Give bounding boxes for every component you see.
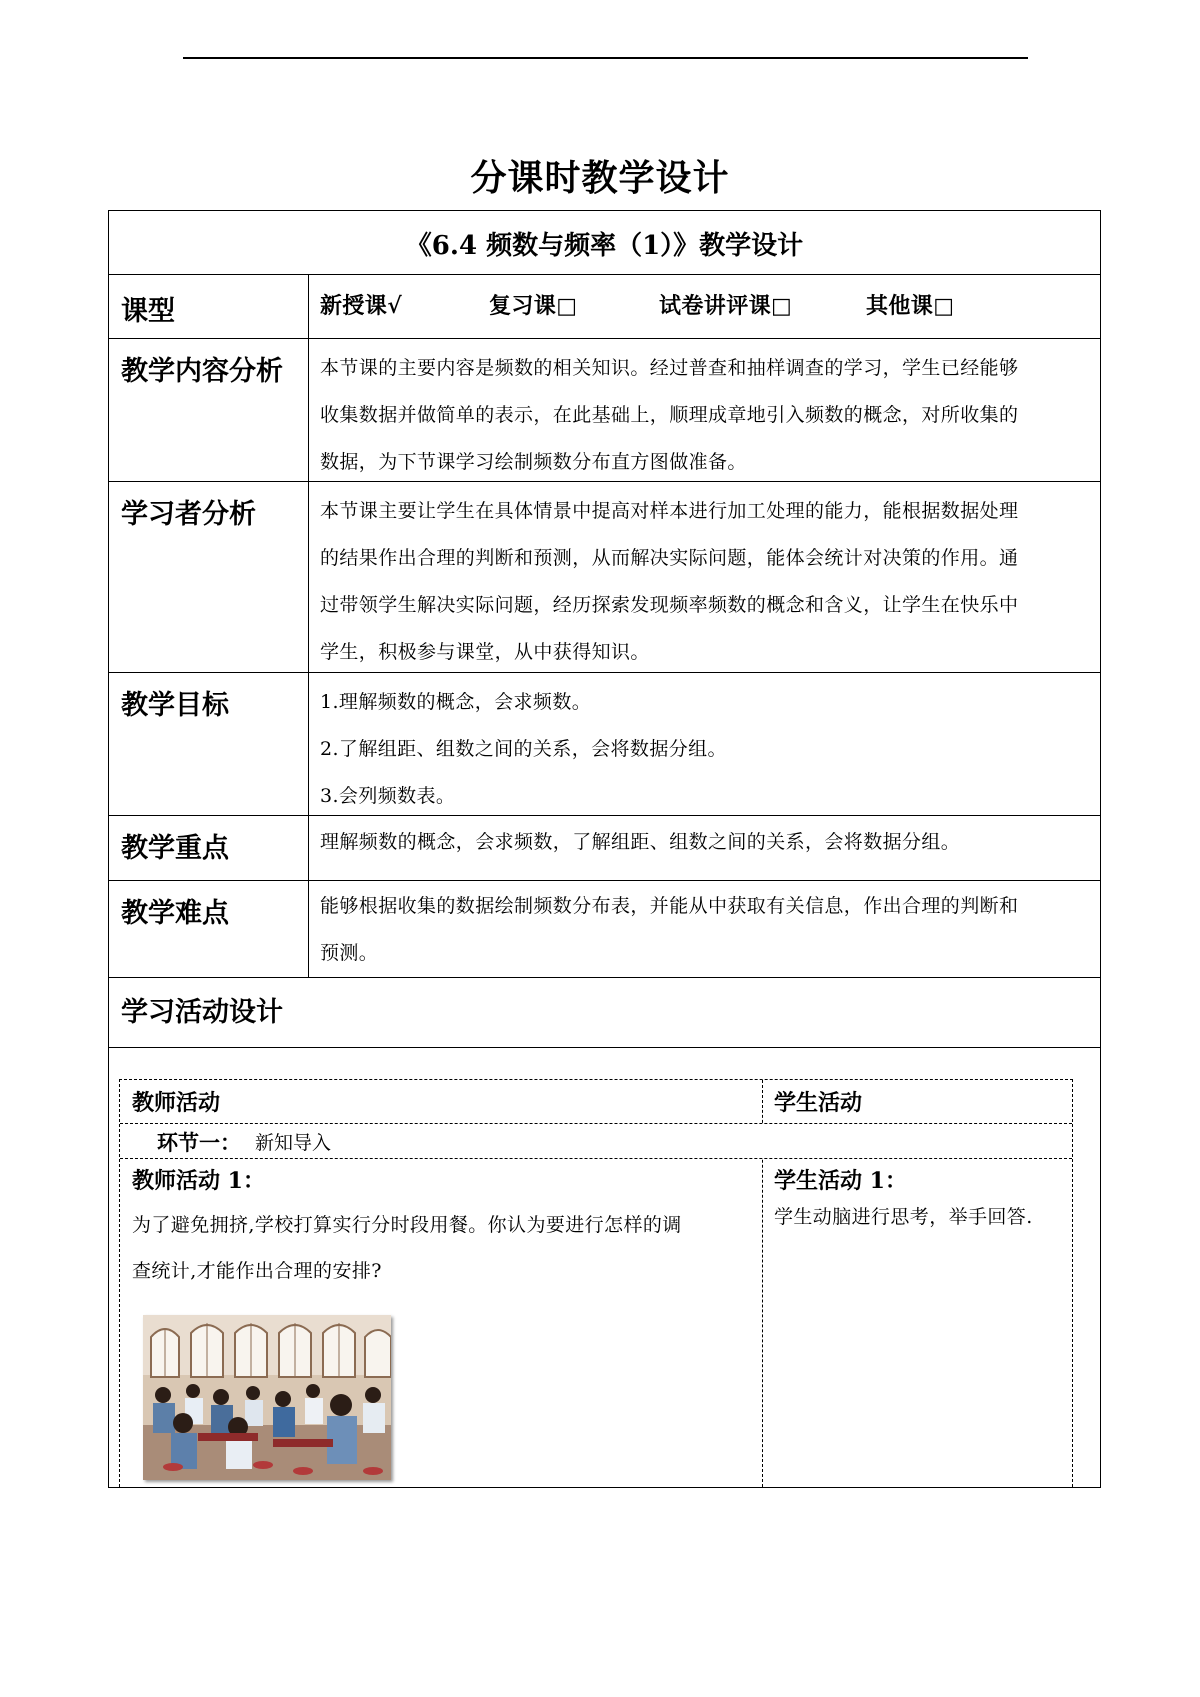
option-new-lesson: 新授课√ — [320, 293, 403, 319]
learner-analysis-label: 学习者分析 — [109, 482, 309, 672]
row-divider — [120, 1158, 1072, 1159]
header-rule — [183, 57, 1028, 59]
lesson-type-options — [309, 275, 1100, 338]
key-points-row — [109, 816, 1100, 881]
difficulties-row — [109, 881, 1100, 978]
text-line: 查统计,才能作出合理的安排? — [132, 1260, 382, 1282]
text-line: 为了避免拥挤,学校打算实行分时段用餐。你认为要进行怎样的调 — [132, 1214, 682, 1236]
objectives-text — [309, 673, 1100, 815]
text-line: 能够根据收集的数据绘制频数分布表，并能从中获取有关信息，作出合理的判断和 — [320, 895, 1019, 917]
learner-analysis-row — [109, 482, 1100, 673]
content-analysis-row — [109, 339, 1100, 482]
difficulties-label: 教学难点 — [109, 881, 309, 977]
objective-item: 3.会列频数表。 — [320, 785, 456, 807]
content-analysis-text — [309, 339, 1100, 481]
text-line: 本节课主要让学生在具体情景中提高对样本进行加工处理的能力，能根据数据处理 — [320, 500, 1019, 522]
lesson-plan-table — [108, 210, 1101, 1488]
difficulties-text — [309, 881, 1100, 977]
text-line: 过带领学生解决实际问题，经历探索发现频率频数的概念和含义，让学生在快乐中 — [320, 594, 1019, 616]
option-review-lesson: 复习课□ — [489, 293, 578, 319]
lesson-type-label: 课型 — [109, 275, 309, 338]
student-activity-text: 学生动脑进行思考，举手回答. — [774, 1206, 1033, 1228]
option-other-lesson: 其他课□ — [866, 293, 955, 319]
text-line: 收集数据并做简单的表示，在此基础上，顺理成章地引入频数的概念，对所收集的 — [320, 404, 1019, 426]
cafeteria-photo — [143, 1315, 391, 1480]
stage-name: 新知导入 — [255, 1132, 332, 1154]
stage-label: 环节一： — [157, 1130, 241, 1155]
text-line: 数据，为下节课学习绘制频数分布直方图做准备。 — [320, 451, 747, 473]
option-exam-review-lesson: 试卷讲评课□ — [659, 293, 793, 319]
key-points-text: 理解频数的概念，会求频数，了解组距、组数之间的关系，会将数据分组。 — [320, 831, 961, 853]
objectives-label: 教学目标 — [109, 673, 309, 815]
text-line: 本节课的主要内容是频数的相关知识。经过普查和抽样调查的学习，学生已经能够 — [320, 357, 1019, 379]
key-points-label: 教学重点 — [109, 816, 309, 880]
objective-item: 1.理解频数的概念，会求频数。 — [320, 691, 592, 713]
objective-item: 2.了解组距、组数之间的关系，会将数据分组。 — [320, 738, 727, 760]
teacher-activity-header: 教师活动 — [132, 1090, 221, 1116]
activity-design-row — [109, 978, 1100, 1048]
lesson-title-row — [109, 211, 1100, 275]
student-activity-header: 学生活动 — [774, 1090, 863, 1116]
lesson-type-row — [109, 275, 1100, 339]
student-activity-title: 学生活动 1： — [774, 1168, 907, 1194]
teacher-activity-title: 教师活动 1： — [132, 1168, 265, 1194]
lesson-title: 《6.4 频数与频率（1）》教学设计 — [405, 231, 804, 261]
text-line: 学生，积极参与课堂，从中获得知识。 — [320, 641, 650, 663]
objectives-row — [109, 673, 1100, 816]
content-analysis-label: 教学内容分析 — [109, 339, 309, 481]
activity-table — [119, 1079, 1073, 1487]
stage-row — [121, 1124, 1072, 1158]
page-title: 分课时教学设计 — [470, 158, 730, 199]
text-line: 预测。 — [320, 942, 379, 964]
activity-design-label: 学习活动设计 — [121, 997, 283, 1028]
learner-analysis-text — [309, 482, 1100, 672]
text-line: 的结果作出合理的判断和预测，从而解决实际问题，能体会统计对决策的作用。通 — [320, 547, 1019, 569]
teacher-activity-text — [132, 1202, 757, 1294]
